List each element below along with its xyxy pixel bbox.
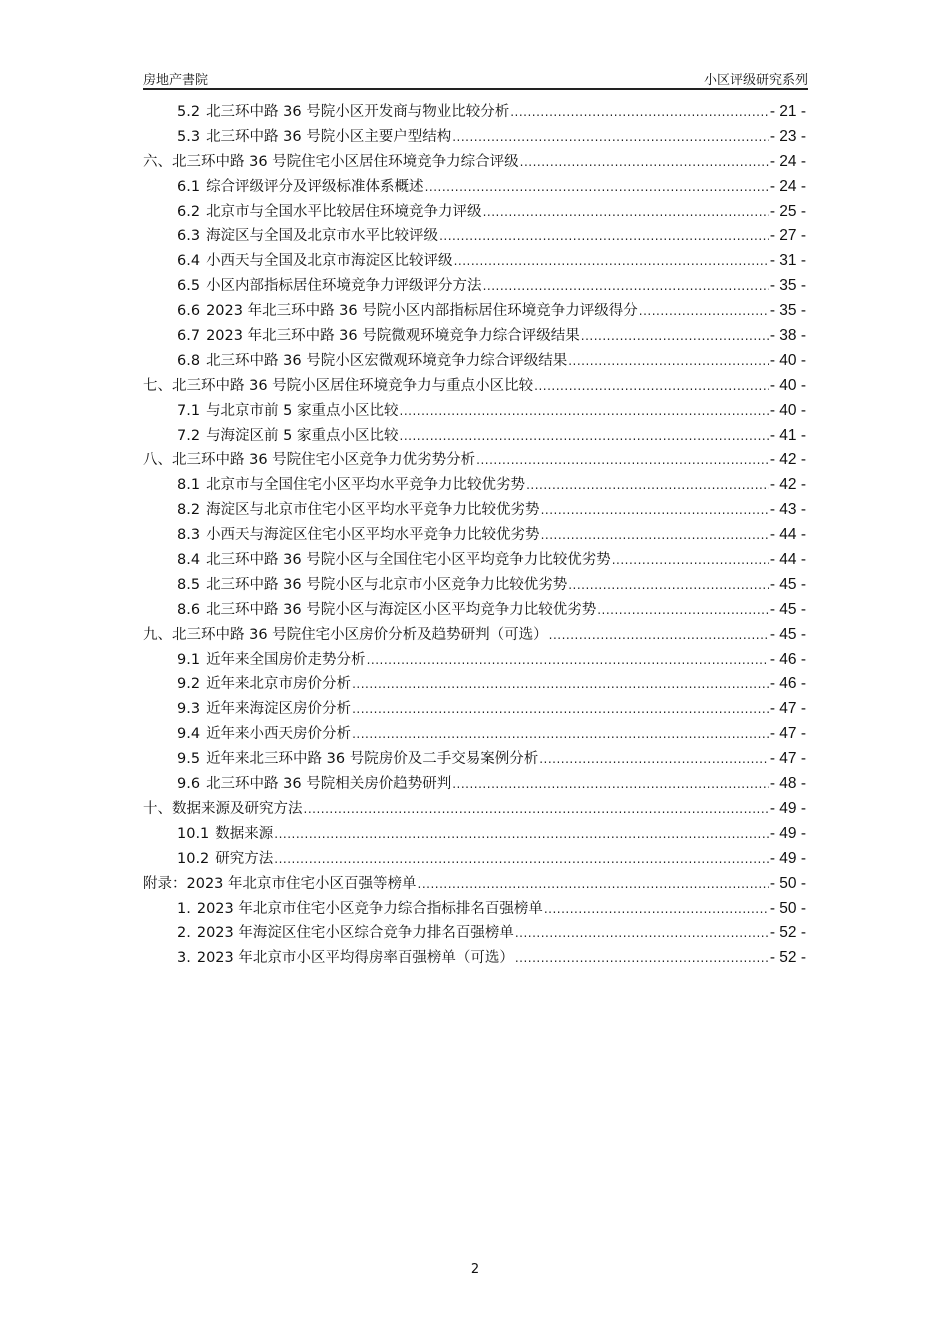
toc-section-entry[interactable] xyxy=(143,473,806,498)
toc-chapter-entry[interactable] xyxy=(143,623,806,648)
toc-section-entry[interactable] xyxy=(143,822,806,847)
toc-section-entry[interactable] xyxy=(143,224,806,249)
dot-leader xyxy=(274,822,769,847)
toc-entry-title: 近年来海淀区房价分析 xyxy=(206,701,352,718)
toc-entry-page: - 45 - xyxy=(769,600,806,618)
toc-section-entry[interactable] xyxy=(143,249,806,274)
dot-leader xyxy=(400,399,769,424)
toc-entry-number: 1. xyxy=(177,900,191,917)
toc-entry-number: 8.2 xyxy=(177,502,201,519)
toc-entry-number: 9.3 xyxy=(177,701,201,718)
dot-leader xyxy=(274,847,769,872)
toc-entry-title: 七、北三环中路 36 号院小区居住环境竞争力与重点小区比较 xyxy=(143,377,534,394)
toc-entry-title: 2023 年北京市小区平均得房率百强榜单（可选） xyxy=(196,950,514,967)
toc-entry-title: 2023 年海淀区住宅小区综合竞争力排名百强榜单 xyxy=(196,925,514,942)
toc-section-entry[interactable] xyxy=(143,424,806,449)
toc-entry-title: 近年来全国房价走势分析 xyxy=(206,651,366,668)
toc-entry-title: 小西天与全国及北京市海淀区比较评级 xyxy=(206,253,453,270)
dot-leader xyxy=(352,672,769,697)
toc-entry-page: - 21 - xyxy=(769,103,806,120)
toc-entry-page: - 31 - xyxy=(769,252,806,270)
toc-entry-page: - 24 - xyxy=(769,177,806,195)
toc-entry-page: - 27 - xyxy=(769,227,806,245)
dot-leader xyxy=(452,125,769,150)
toc-entry-title: 北三环中路 36 号院小区主要户型结构 xyxy=(206,128,452,145)
toc-entry-title: 六、北三环中路 36 号院住宅小区居住环境竞争力综合评级 xyxy=(143,153,519,170)
toc-entry-number: 10.2 xyxy=(177,850,210,867)
toc-entry-page: - 42 - xyxy=(769,451,806,469)
toc-entry-number: 6.2 xyxy=(177,203,201,220)
dot-leader xyxy=(612,548,769,573)
toc-entry-page: - 49 - xyxy=(769,849,806,867)
toc-entry-title: 北三环中路 36 号院相关房价趋势研判 xyxy=(206,776,452,793)
toc-section-entry[interactable] xyxy=(143,498,806,523)
toc-entry-page: - 42 - xyxy=(769,476,806,494)
dot-leader xyxy=(597,598,769,623)
toc-entry-page: - 50 - xyxy=(769,874,806,892)
toc-section-entry[interactable] xyxy=(143,946,806,971)
toc-entry-number: 9.4 xyxy=(177,726,201,743)
toc-entry-title: 北三环中路 36 号院小区与海淀区小区平均竞争力比较优劣势 xyxy=(206,601,597,618)
toc-entry-title: 北三环中路 36 号院小区开发商与物业比较分析 xyxy=(206,104,510,120)
toc-entry-page: - 35 - xyxy=(769,302,806,320)
toc-entry-page: - 40 - xyxy=(769,401,806,419)
toc-section-entry[interactable] xyxy=(143,175,806,200)
toc-chapter-entry[interactable] xyxy=(143,797,806,822)
toc-entry-title: 九、北三环中路 36 号院住宅小区房价分析及趋势研判（可选） xyxy=(143,626,548,643)
toc-chapter-entry[interactable] xyxy=(143,448,806,473)
toc-entry-title: 2023 年北三环中路 36 号院小区内部指标居住环境竞争力评级得分 xyxy=(206,303,638,320)
toc-section-entry[interactable] xyxy=(143,672,806,697)
toc-entry-page: - 40 - xyxy=(769,351,806,369)
dot-leader xyxy=(539,747,769,772)
dot-leader xyxy=(452,772,769,797)
header-divider xyxy=(143,88,808,90)
toc-section-entry[interactable] xyxy=(143,548,806,573)
toc-entry-title: 2023 年北京市住宅小区竞争力综合指标排名百强榜单 xyxy=(196,900,543,917)
header-series: 小区评级研究系列 xyxy=(703,73,808,88)
toc-entry-page: - 44 - xyxy=(769,526,806,544)
dot-leader xyxy=(568,349,769,374)
dot-leader xyxy=(515,921,769,946)
toc-section-entry[interactable] xyxy=(143,921,806,946)
dot-leader xyxy=(418,872,769,897)
dot-leader xyxy=(400,424,769,449)
toc-entry-number: 6.7 xyxy=(177,328,201,345)
toc-entry-page: - 49 - xyxy=(769,799,806,817)
toc-entry-number: 9.5 xyxy=(177,751,201,768)
page-header xyxy=(143,66,808,88)
toc-entry-page: - 49 - xyxy=(769,824,806,842)
toc-chapter-entry[interactable] xyxy=(143,872,806,897)
toc-section-entry[interactable] xyxy=(143,573,806,598)
toc-section-entry[interactable] xyxy=(143,200,806,225)
toc-entry-title: 北三环中路 36 号院小区与北京市小区竞争力比较优劣势 xyxy=(206,576,568,593)
toc-entry-number: 6.5 xyxy=(177,278,201,295)
toc-entry-page: - 45 - xyxy=(769,575,806,593)
toc-section-entry[interactable] xyxy=(143,349,806,374)
toc-entry-number: 9.1 xyxy=(177,651,201,668)
toc-entry-number: 5.2 xyxy=(177,104,201,120)
toc-entry-page: - 46 - xyxy=(769,650,806,668)
page-number: 2 xyxy=(470,1262,480,1277)
toc-section-entry[interactable] xyxy=(143,100,806,125)
header-publisher: 房地产書院 xyxy=(143,73,209,88)
dot-leader xyxy=(568,573,769,598)
toc-entry-number: 6.8 xyxy=(177,352,201,369)
toc-section-entry[interactable] xyxy=(143,125,806,150)
dot-leader xyxy=(439,224,769,249)
toc-entry-page: - 24 - xyxy=(769,152,806,170)
dot-leader xyxy=(483,200,769,225)
toc-chapter-entry[interactable] xyxy=(143,374,806,399)
toc-entry-number: 6.1 xyxy=(177,178,201,195)
toc-section-entry[interactable] xyxy=(143,648,806,673)
toc-entry-title: 北京市与全国水平比较居住环境竞争力评级 xyxy=(206,203,482,220)
dot-leader xyxy=(526,473,769,498)
toc-entry-page: - 43 - xyxy=(769,501,806,519)
toc-entry-title: 近年来北京市房价分析 xyxy=(206,676,352,693)
toc-section-entry[interactable] xyxy=(143,299,806,324)
toc-entry-page: - 25 - xyxy=(769,202,806,220)
toc-entry-page: - 52 - xyxy=(769,924,806,942)
dot-leader xyxy=(581,324,769,349)
toc-entry-title: 北京市与全国住宅小区平均水平竞争力比较优劣势 xyxy=(206,477,526,494)
toc-entry-number: 8.4 xyxy=(177,552,201,569)
toc-entry-page: - 44 - xyxy=(769,551,806,569)
table-of-contents xyxy=(143,100,806,971)
dot-leader xyxy=(534,374,769,399)
toc-section-entry[interactable] xyxy=(143,598,806,623)
toc-entry-number: 8.3 xyxy=(177,527,201,544)
toc-entry-number: 8.1 xyxy=(177,477,201,494)
toc-entry-title: 北三环中路 36 号院小区宏微观环境竞争力综合评级结果 xyxy=(206,352,568,369)
toc-section-entry[interactable] xyxy=(143,274,806,299)
dot-leader xyxy=(352,722,769,747)
toc-entry-number: 8.5 xyxy=(177,576,201,593)
toc-entry-page: - 52 - xyxy=(769,949,806,967)
toc-entry-number: 9.6 xyxy=(177,776,201,793)
toc-section-entry[interactable] xyxy=(143,897,806,922)
dot-leader xyxy=(454,249,769,274)
dot-leader xyxy=(520,150,769,175)
toc-entry-number: 2. xyxy=(177,925,191,942)
toc-entry-page: - 35 - xyxy=(769,277,806,295)
toc-entry-number: 5.3 xyxy=(177,128,201,145)
toc-entry-title: 数据来源 xyxy=(215,825,274,842)
toc-section-entry[interactable] xyxy=(143,722,806,747)
toc-entry-page: - 38 - xyxy=(769,327,806,345)
toc-entry-page: - 40 - xyxy=(769,376,806,394)
toc-entry-title: 与北京市前 5 家重点小区比较 xyxy=(206,402,399,419)
toc-entry-number: 8.6 xyxy=(177,601,201,618)
toc-chapter-entry[interactable] xyxy=(143,150,806,175)
toc-section-entry[interactable] xyxy=(143,324,806,349)
dot-leader xyxy=(510,100,769,125)
dot-leader xyxy=(304,797,769,822)
toc-entry-page: - 47 - xyxy=(769,725,806,743)
toc-entry-page: - 47 - xyxy=(769,700,806,718)
toc-section-entry[interactable] xyxy=(143,697,806,722)
toc-entry-page: - 46 - xyxy=(769,675,806,693)
dot-leader xyxy=(541,498,769,523)
dot-leader xyxy=(483,274,769,299)
toc-section-entry[interactable] xyxy=(143,772,806,797)
toc-entry-title: 海淀区与北京市住宅小区平均水平竞争力比较优劣势 xyxy=(206,502,540,519)
toc-entry-page: - 47 - xyxy=(769,750,806,768)
toc-entry-title: 与海淀区前 5 家重点小区比较 xyxy=(206,427,399,444)
toc-entry-title: 八、北三环中路 36 号院住宅小区竞争力优劣势分析 xyxy=(143,452,476,469)
toc-entry-page: - 23 - xyxy=(769,127,806,145)
dot-leader xyxy=(425,175,769,200)
dot-leader xyxy=(544,897,769,922)
toc-entry-page: - 48 - xyxy=(769,775,806,793)
toc-entry-title: 小西天与海淀区住宅小区平均水平竞争力比较优劣势 xyxy=(206,527,540,544)
toc-section-entry[interactable] xyxy=(143,399,806,424)
dot-leader xyxy=(476,448,769,473)
toc-entry-title: 近年来北三环中路 36 号院房价及二手交易案例分析 xyxy=(206,751,539,768)
toc-entry-page: - 50 - xyxy=(769,899,806,917)
toc-entry-number: 10.1 xyxy=(177,825,210,842)
dot-leader xyxy=(352,697,769,722)
dot-leader xyxy=(541,523,769,548)
toc-entry-number: 6.6 xyxy=(177,303,201,320)
toc-section-entry[interactable] xyxy=(143,523,806,548)
toc-entry-page: - 45 - xyxy=(769,625,806,643)
toc-section-entry[interactable] xyxy=(143,847,806,872)
toc-entry-title: 北三环中路 36 号院小区与全国住宅小区平均竞争力比较优劣势 xyxy=(206,552,611,569)
toc-entry-number: 3. xyxy=(177,950,191,967)
toc-entry-number: 6.3 xyxy=(177,228,201,245)
toc-entry-number: 6.4 xyxy=(177,253,201,270)
dot-leader xyxy=(549,623,769,648)
dot-leader xyxy=(515,946,769,971)
toc-entry-title: 海淀区与全国及北京市水平比较评级 xyxy=(206,228,439,245)
toc-entry-number: 7.1 xyxy=(177,402,201,419)
toc-entry-number: 7.2 xyxy=(177,427,201,444)
toc-entry-title: 2023 年北三环中路 36 号院微观环境竞争力综合评级结果 xyxy=(206,328,580,345)
dot-leader xyxy=(367,648,769,673)
toc-entry-title: 附录：2023 年北京市住宅小区百强等榜单 xyxy=(143,875,417,892)
toc-entry-number: 9.2 xyxy=(177,676,201,693)
toc-entry-title: 研究方法 xyxy=(215,850,274,867)
dot-leader xyxy=(639,299,769,324)
toc-entry-title: 近年来小西天房价分析 xyxy=(206,726,352,743)
toc-entry-title: 十、数据来源及研究方法 xyxy=(143,800,303,817)
toc-entry-page: - 41 - xyxy=(769,426,806,444)
toc-section-entry[interactable] xyxy=(143,747,806,772)
toc-entry-title: 小区内部指标居住环境竞争力评级评分方法 xyxy=(206,278,482,295)
toc-entry-title: 综合评级评分及评级标准体系概述 xyxy=(206,178,424,195)
